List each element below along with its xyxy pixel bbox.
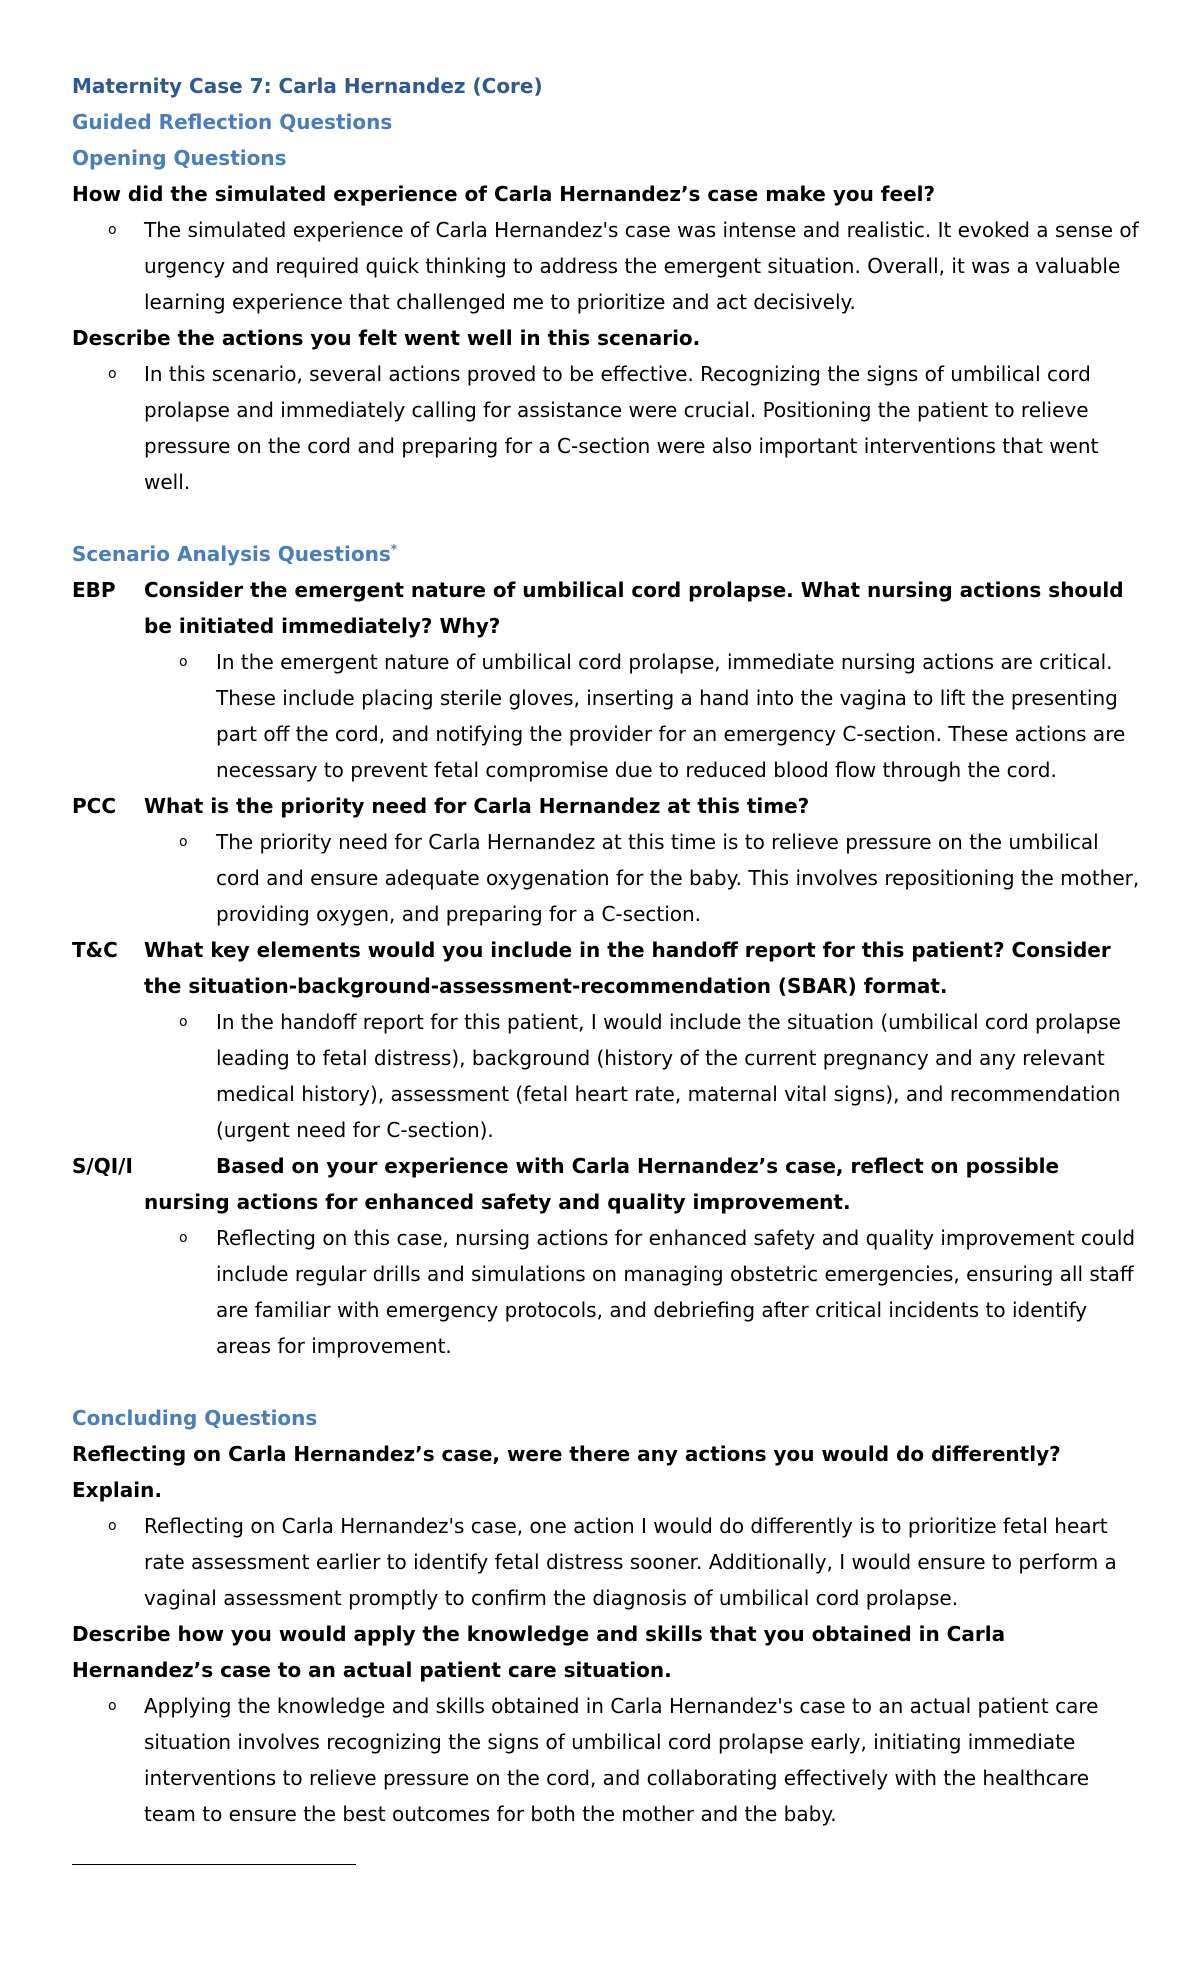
- question-text: Consider the emergent nature of umbilical cord prolapse. What nursing actions should be initiated immediately? Why?: [144, 578, 1124, 638]
- footnote-marker: *: [390, 542, 398, 556]
- answer-text: Reflecting on Carla Hernandez's case, one action I would do differently is to prioritize fetal heart rate assessment earlier to identify fetal distress sooner. Additionally, I would ensure to perform a vaginal assessment promptly to confirm the diagnosis of umbilical cord prolapse.: [144, 1514, 1117, 1610]
- footnote-separator: [72, 1864, 356, 1865]
- answer-text: The simulated experience of Carla Hernandez's case was intense and realistic. It evoked a sense of urgency and required quick thinking to address the emergent situation. Overall, it was a valuable learning experience that challenged me to prioritize and act decisively.: [144, 218, 1139, 314]
- answer-text: In the emergent nature of umbilical cord prolapse, immediate nursing actions are critical. These include placing sterile gloves, inserting a hand into the vagina to lift the presenting part off the cord, and notifying the provider for an emergency C-section. These actions are necessary to prevent fetal compromise due to reduced blood flow through the cord.: [216, 650, 1126, 782]
- answer-text: Reflecting on this case, nursing actions for enhanced safety and quality improvement could include regular drills and simulations on managing obstetric emergencies, ensuring all staff are familiar with emergency protocols, and debriefing after critical incidents to identify areas for improvement.: [216, 1226, 1136, 1358]
- concluding-questions-heading: Concluding Questions: [72, 1406, 318, 1430]
- answer-text: In the handoff report for this patient, I would include the situation (umbilical cord prolapse leading to fetal distress), background (history of the current pregnancy and any relevant medical history), assessment (fetal heart rate, maternal vital signs), and recommendation (urgent need for C-section).: [216, 1010, 1121, 1142]
- bullet-icon: o: [179, 1230, 188, 1246]
- section-spacer: [72, 1364, 1140, 1400]
- analysis-question-tc: [72, 932, 1140, 1004]
- opening-answer-1: [72, 212, 1140, 320]
- opening-answer-2: [72, 356, 1140, 500]
- question-text: What is the priority need for Carla Hernandez at this time?: [144, 794, 810, 818]
- bullet-icon: o: [108, 222, 117, 238]
- bullet-icon: o: [179, 1014, 188, 1030]
- section-spacer: [72, 500, 1140, 536]
- question-code: EBP: [72, 578, 116, 602]
- answer-text: Applying the knowledge and skills obtained in Carla Hernandez's case to an actual patient care situation involves recognizing the signs of umbilical cord prolapse early, initiating immediate interventions to relieve pressure on the cord, and collaborating effectively with the healthcare team to ensure the best outcomes for both the mother and the baby.: [144, 1694, 1099, 1826]
- question-text: What key elements would you include in the handoff report for this patient? Consider the situation-background-assessment-recommendation (SBAR) format.: [144, 938, 1111, 998]
- analysis-question-ebp: [72, 572, 1140, 644]
- bullet-icon: o: [108, 1518, 117, 1534]
- concluding-answer-2: [72, 1688, 1140, 1832]
- answer-text: The priority need for Carla Hernandez at this time is to relieve pressure on the umbilical cord and ensure adequate oxygenation for the baby. This involves repositioning the mother, providing oxygen, and preparing for a C-section.: [216, 830, 1140, 926]
- question-code: PCC: [72, 794, 117, 818]
- bullet-icon: o: [108, 1698, 117, 1714]
- concluding-question-2: Describe how you would apply the knowledge and skills that you obtained in Carla Hernandez’s case to an actual patient care situation.: [72, 1622, 1006, 1682]
- question-code: T&C: [72, 938, 118, 962]
- analysis-question-pcc: [72, 788, 1140, 824]
- analysis-answer-sqi: [72, 1220, 1140, 1364]
- opening-question-1: How did the simulated experience of Carla Hernandez’s case make you feel?: [72, 182, 936, 206]
- analysis-question-sqi: [72, 1148, 1140, 1220]
- document-title: Maternity Case 7: Carla Hernandez (Core): [72, 74, 543, 98]
- concluding-question-1: Reflecting on Carla Hernandez’s case, were there any actions you would do differently? Explain.: [72, 1442, 1061, 1502]
- bullet-icon: o: [179, 654, 188, 670]
- analysis-heading-text: Scenario Analysis Questions: [72, 542, 391, 566]
- opening-question-2: Describe the actions you felt went well in this scenario.: [72, 326, 701, 350]
- question-text: Based on your experience with Carla Hernandez’s case, reflect on possible nursing actions for enhanced safety and quality improvement.: [144, 1154, 1060, 1214]
- analysis-questions-heading: [72, 536, 1140, 572]
- concluding-answer-1: [72, 1508, 1140, 1616]
- answer-text: In this scenario, several actions proved to be effective. Recognizing the signs of umbilical cord prolapse and immediately calling for assistance were crucial. Positioning the patient to relieve pressure on the cord and preparing for a C-section were also important interventions that went well.: [144, 362, 1099, 494]
- bullet-icon: o: [108, 366, 117, 382]
- opening-questions-heading: Opening Questions: [72, 146, 287, 170]
- analysis-answer-tc: [72, 1004, 1140, 1148]
- bullet-icon: o: [179, 834, 188, 850]
- question-code: S/QI/I: [72, 1154, 133, 1178]
- analysis-answer-pcc: [72, 824, 1140, 932]
- analysis-answer-ebp: [72, 644, 1140, 788]
- document-subtitle: Guided Reflection Questions: [72, 110, 393, 134]
